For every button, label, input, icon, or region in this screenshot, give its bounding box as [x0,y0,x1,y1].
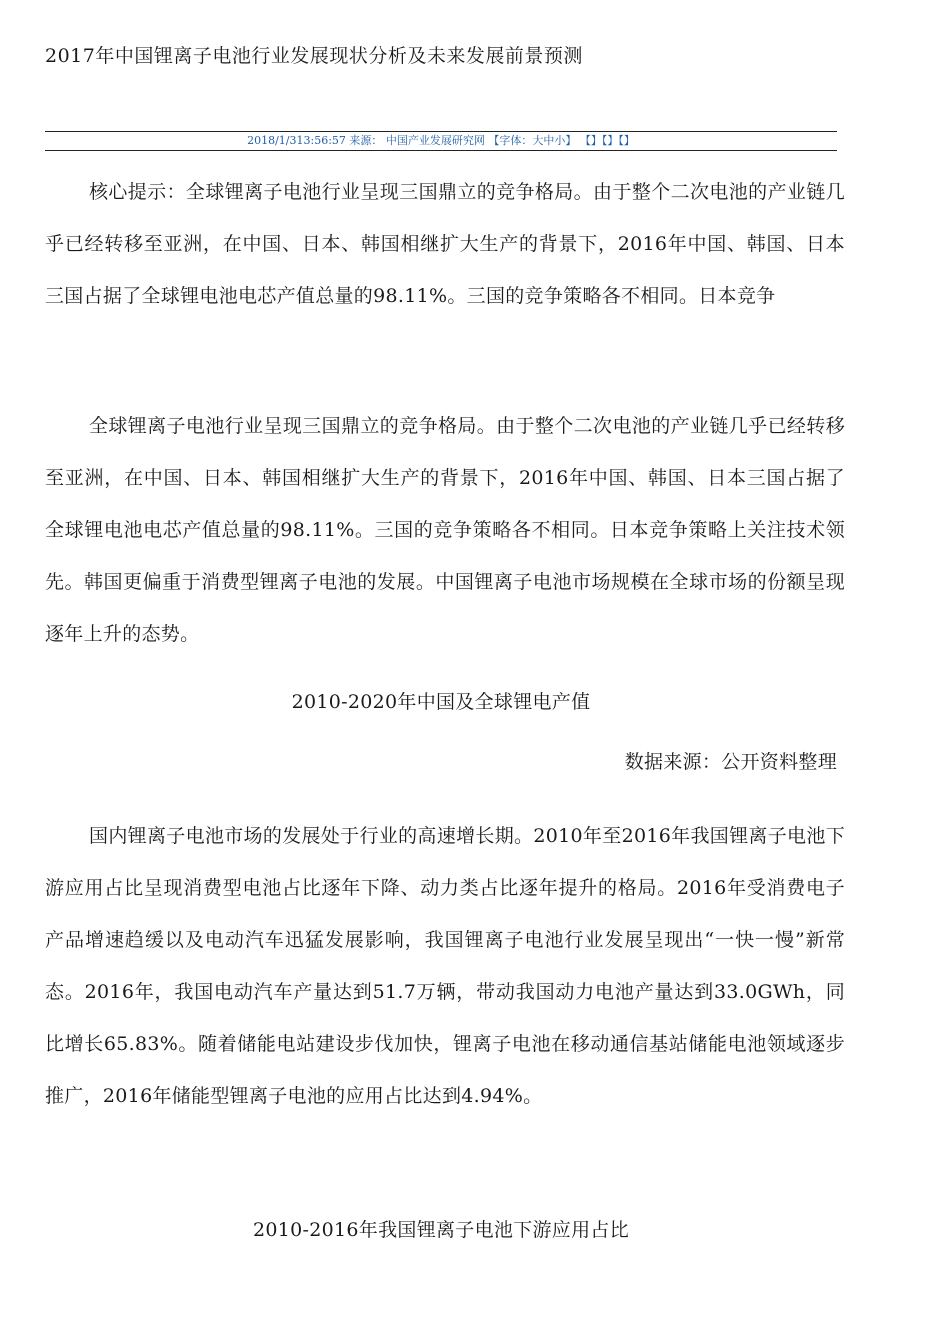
figure-source-1: 数据来源：公开资料整理 [624,751,837,773]
publish-date: 2018/1/313:56:57 [247,134,346,147]
source-label: 来源： [349,134,383,147]
body-paragraph-1: 全球锂离子电池行业呈现三国鼎立的竞争格局。由于整个二次电池的产业链几乎已经转移至亚洲，在中国、日本、韩国相继扩大生产的背景下，2016年中国、韩国、日本三国占据了全球锂电池电芯产值总量的98.11%。三国的竞争策略各不相同。日本竞争策略上关注技术领先。韩国更偏重于消费型锂离子电池的发展。中国锂离子电池市场规模在全球市场的份额呈现逐年上升的态势。 [45,415,845,645]
article-meta-bar [45,131,837,151]
font-size-selector[interactable]: 【字体：大中小】 [488,134,577,147]
body-paragraph-2: 国内锂离子电池市场的发展处于行业的高速增长期。2010年至2016年我国锂离子电池下游应用占比呈现消费型电池占比逐年下降、动力类占比逐年提升的格局。2016年受消费电子产品增速趋缓以及电动汽车迅猛发展影响，我国锂离子电池行业发展呈现出“一快一慢”新常态。2016年，我国电动汽车产量达到51.7万辆，带动我国动力电池产量达到33.0GWh，同比增长65.83%。随着储能电站建设步伐加快，锂离子电池在移动通信基站储能电池领域逐步推广，2016年储能型锂离子电池的应用占比达到4.94%。 [45,825,845,1107]
extra-links[interactable]: 【】【】【】 [579,134,635,147]
figure-caption-2: 2010-2016年我国锂离子电池下游应用占比 [252,1219,630,1241]
article-title: 2017年中国锂离子电池行业发展现状分析及未来发展前景预测 [45,45,583,67]
summary-paragraph: 核心提示：全球锂离子电池行业呈现三国鼎立的竞争格局。由于整个二次电池的产业链几乎已经转移至亚洲，在中国、日本、韩国相继扩大生产的背景下，2016年中国、韩国、日本三国占据了全球锂电池电芯产值总量的98.11%。三国的竞争策略各不相同。日本竞争 [45,181,845,307]
source-link[interactable]: 中国产业发展研究网 [385,134,485,147]
figure-caption-1: 2010-2020年中国及全球锂电产值 [291,691,591,713]
